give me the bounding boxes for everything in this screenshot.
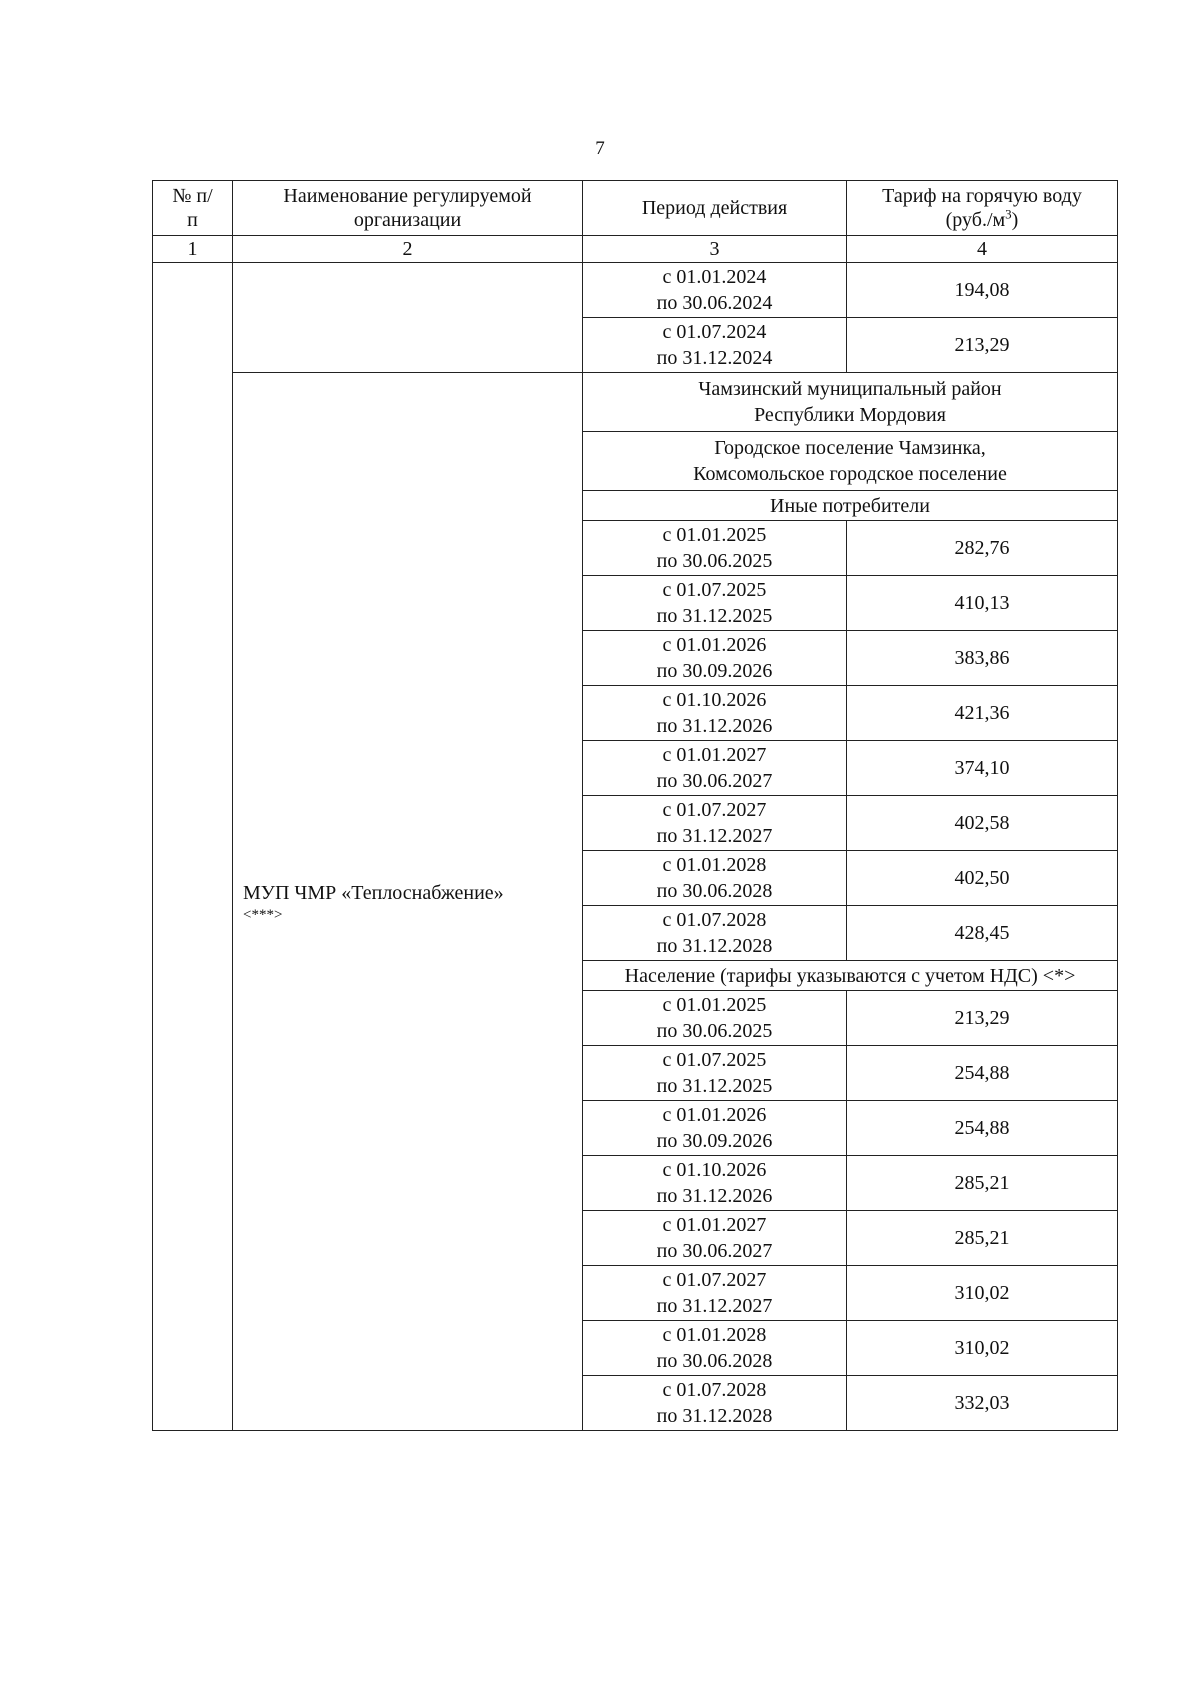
period-from: с 01.07.2027 <box>662 799 767 821</box>
period-from: с 01.01.2028 <box>662 854 767 876</box>
period-from: с 01.01.2024 <box>662 266 767 288</box>
group-title: Население (тарифы указываются с учетом НДС) <*> <box>583 961 1118 991</box>
organization-note: <***> <box>243 906 283 923</box>
period-cell <box>583 991 847 1046</box>
table-header-row <box>153 181 1118 236</box>
period-from: с 01.01.2025 <box>662 524 767 546</box>
period-to: по 30.09.2026 <box>656 1130 773 1152</box>
period-to: по 30.06.2025 <box>656 550 773 572</box>
period-to: по 31.12.2027 <box>656 1295 773 1317</box>
organization-name: МУП ЧМР «Теплоснабжение» <box>243 881 504 904</box>
organization-cell-continued <box>233 263 583 373</box>
period-to: по 31.12.2027 <box>656 825 773 847</box>
period-cell <box>583 576 847 631</box>
period-from: с 01.07.2025 <box>662 579 767 601</box>
column-number: 1 <box>153 236 233 263</box>
period-from: с 01.10.2026 <box>662 1159 767 1181</box>
period-cell <box>583 1156 847 1211</box>
period-cell <box>583 1046 847 1101</box>
period-cell <box>583 796 847 851</box>
period-from: с 01.01.2027 <box>662 1214 767 1236</box>
period-to: по 30.06.2024 <box>656 292 773 314</box>
tariff-value: 285,21 <box>847 1211 1118 1266</box>
table-row <box>153 263 1118 318</box>
tariff-value: 402,58 <box>847 796 1118 851</box>
period-to: по 31.12.2026 <box>656 1185 773 1207</box>
period-cell <box>583 521 847 576</box>
tariff-value: 402,50 <box>847 851 1118 906</box>
period-to: по 31.12.2026 <box>656 715 773 737</box>
period-cell <box>583 1321 847 1376</box>
period-to: по 31.12.2028 <box>656 935 773 957</box>
period-to: по 31.12.2025 <box>656 605 773 627</box>
period-to: по 30.06.2027 <box>656 770 773 792</box>
tariff-value: 254,88 <box>847 1046 1118 1101</box>
tariff-value: 410,13 <box>847 576 1118 631</box>
period-from: с 01.01.2027 <box>662 744 767 766</box>
organization-cell <box>233 373 583 1431</box>
period-to: по 31.12.2024 <box>656 347 773 369</box>
page-number: 7 <box>595 138 605 159</box>
tariff-value: 332,03 <box>847 1376 1118 1431</box>
header-organization: Наименование регулируемой организации <box>233 181 583 236</box>
period-cell <box>583 906 847 961</box>
tariff-value: 282,76 <box>847 521 1118 576</box>
period-cell <box>583 1266 847 1321</box>
header-number: № п/п <box>153 181 233 236</box>
period-to: по 31.12.2028 <box>656 1405 773 1427</box>
period-from: с 01.07.2024 <box>662 321 767 343</box>
tariff-value: 310,02 <box>847 1321 1118 1376</box>
column-number: 4 <box>847 236 1118 263</box>
tariff-value: 310,02 <box>847 1266 1118 1321</box>
column-number: 3 <box>583 236 847 263</box>
period-to: по 30.06.2028 <box>656 1350 773 1372</box>
column-numbers-row <box>153 236 1118 263</box>
tariff-value: 213,29 <box>847 991 1118 1046</box>
period-cell <box>583 1211 847 1266</box>
column-number: 2 <box>233 236 583 263</box>
period-from: с 01.01.2025 <box>662 994 767 1016</box>
period-cell <box>583 318 847 373</box>
period-from: с 01.01.2026 <box>662 634 767 656</box>
period-cell <box>583 263 847 318</box>
period-cell <box>583 631 847 686</box>
period-from: с 01.07.2028 <box>662 1379 767 1401</box>
tariff-value: 428,45 <box>847 906 1118 961</box>
period-to: по 30.09.2026 <box>656 660 773 682</box>
section-header-row <box>153 373 1118 432</box>
header-tariff-text: Тариф на горячую воду (руб./м <box>882 185 1082 231</box>
tariff-value: 374,10 <box>847 741 1118 796</box>
settlements-title: Городское поселение Чамзинка, Комсомольское городское поселение <box>583 432 1118 491</box>
tariff-value: 213,29 <box>847 318 1118 373</box>
header-tariff-superscript: 3 <box>1005 206 1012 222</box>
district-title: Чамзинский муниципальный район Республики Мордовия <box>583 373 1118 432</box>
period-to: по 31.12.2025 <box>656 1075 773 1097</box>
period-from: с 01.10.2026 <box>662 689 767 711</box>
period-cell <box>583 741 847 796</box>
table-body <box>153 263 1118 1431</box>
tariff-value: 285,21 <box>847 1156 1118 1211</box>
period-from: с 01.07.2028 <box>662 909 767 931</box>
period-from: с 01.01.2028 <box>662 1324 767 1346</box>
period-cell <box>583 1101 847 1156</box>
period-to: по 30.06.2027 <box>656 1240 773 1262</box>
period-from: с 01.01.2026 <box>662 1104 767 1126</box>
period-to: по 30.06.2028 <box>656 880 773 902</box>
period-cell <box>583 851 847 906</box>
period-to: по 30.06.2025 <box>656 1020 773 1042</box>
period-from: с 01.07.2025 <box>662 1049 767 1071</box>
tariff-value: 194,08 <box>847 263 1118 318</box>
header-period: Период действия <box>583 181 847 236</box>
header-tariff <box>847 181 1118 236</box>
period-cell <box>583 1376 847 1431</box>
period-from: с 01.07.2027 <box>662 1269 767 1291</box>
number-cell <box>153 263 233 1431</box>
tariff-table <box>152 180 1118 1431</box>
period-cell <box>583 686 847 741</box>
tariff-value: 421,36 <box>847 686 1118 741</box>
header-tariff-close: ) <box>1011 209 1019 231</box>
tariff-value: 254,88 <box>847 1101 1118 1156</box>
group-title: Иные потребители <box>583 491 1118 521</box>
tariff-value: 383,86 <box>847 631 1118 686</box>
